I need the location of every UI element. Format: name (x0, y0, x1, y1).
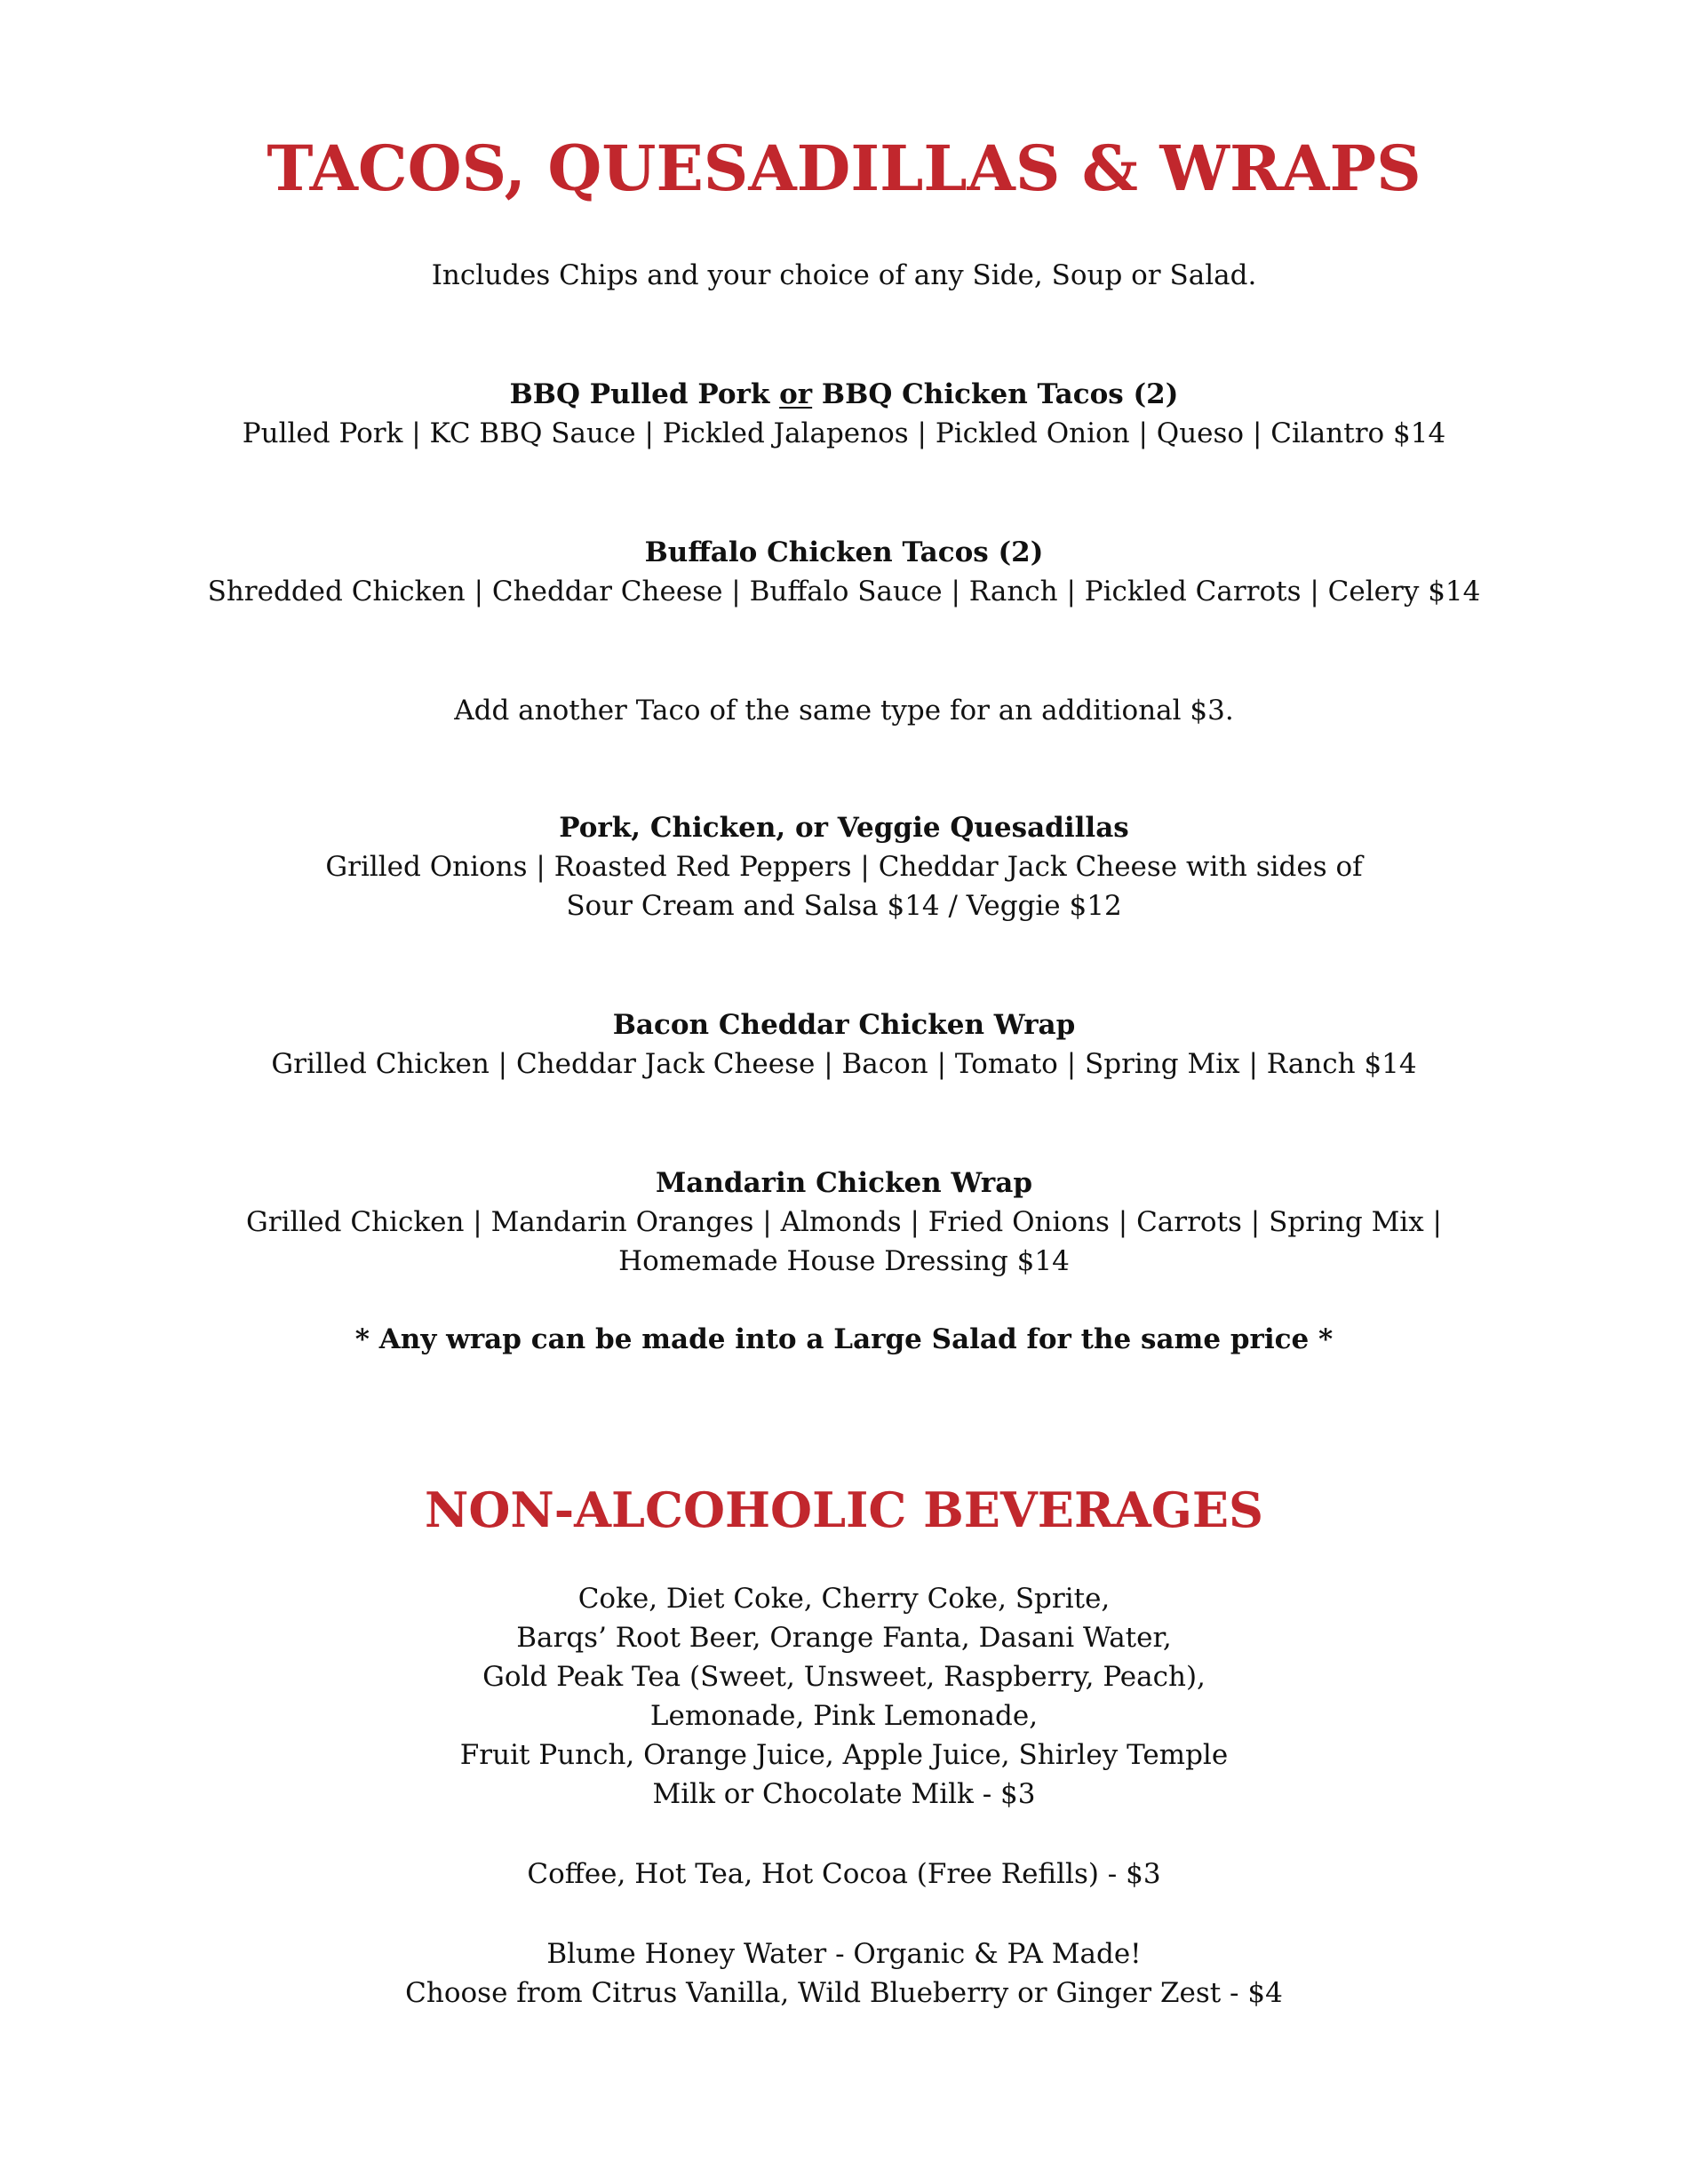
beverage-line: Coke, Diet Coke, Cherry Coke, Sprite, (577, 1583, 1111, 1615)
menu-item-name: Pork, Chicken, or Veggie Quesadillas (559, 812, 1129, 844)
item-name-underlined-or: or (779, 378, 813, 410)
menu-item-name: Mandarin Chicken Wrap (655, 1167, 1033, 1199)
beverage-line: Barqs’ Root Beer, Orange Fanta, Dasani Water, (516, 1622, 1172, 1654)
menu-item-description: Grilled Chicken | Mandarin Oranges | Almonds | Fried Onions | Carrots | Spring Mix | (245, 1206, 1443, 1238)
menu-item-description: Sour Cream and Salsa $14 / Veggie $12 (566, 890, 1122, 922)
beverage-line: Milk or Chocolate Milk - $3 (652, 1778, 1036, 1810)
menu-item-description: Pulled Pork | KC BBQ Sauce | Pickled Jalapenos | Pickled Onion | Queso | Cilantro $14 (242, 417, 1446, 449)
add-taco-note: Add another Taco of the same type for an additional $3. (454, 695, 1234, 727)
item-name-part: BBQ Chicken Tacos (2) (812, 378, 1179, 410)
item-name-part: BBQ Pulled Pork (509, 378, 780, 410)
beverage-line: Gold Peak Tea (Sweet, Unsweet, Raspberry, Peach), (482, 1661, 1206, 1693)
honey-water-line: Choose from Citrus Vanilla, Wild Blueberry or Ginger Zest - $4 (405, 1977, 1283, 2009)
wrap-salad-note: * Any wrap can be made into a Large Salad for the same price * (354, 1323, 1334, 1355)
beverage-line: Lemonade, Pink Lemonade, (649, 1700, 1039, 1732)
menu-item-description: Shredded Chicken | Cheddar Cheese | Buffalo Sauce | Ranch | Pickled Carrots | Celery $14 (207, 576, 1481, 608)
menu-item-description: Grilled Onions | Roasted Red Peppers | Cheddar Jack Cheese with sides of (325, 851, 1363, 883)
beverage-line: Fruit Punch, Orange Juice, Apple Juice, Shirley Temple (459, 1739, 1229, 1771)
section-title-beverages: NON-ALCOHOLIC BEVERAGES (424, 1481, 1264, 1538)
section-subtitle: Includes Chips and your choice of any Side, Soup or Salad. (431, 259, 1257, 291)
menu-item-name (0, 377, 1688, 412)
hot-drinks-line: Coffee, Hot Tea, Hot Cocoa (Free Refills) - $3 (527, 1858, 1161, 1890)
menu-item-description: Homemade House Dressing $14 (618, 1245, 1070, 1277)
menu-item-description: Grilled Chicken | Cheddar Jack Cheese | Bacon | Tomato | Spring Mix | Ranch $14 (271, 1048, 1417, 1080)
honey-water-line: Blume Honey Water - Organic & PA Made! (546, 1938, 1142, 1970)
menu-item-name: Buffalo Chicken Tacos (2) (644, 536, 1044, 568)
section-title-tacos: TACOS, QUESADILLAS & WRAPS (267, 131, 1421, 205)
menu-item-name: Bacon Cheddar Chicken Wrap (612, 1009, 1076, 1041)
